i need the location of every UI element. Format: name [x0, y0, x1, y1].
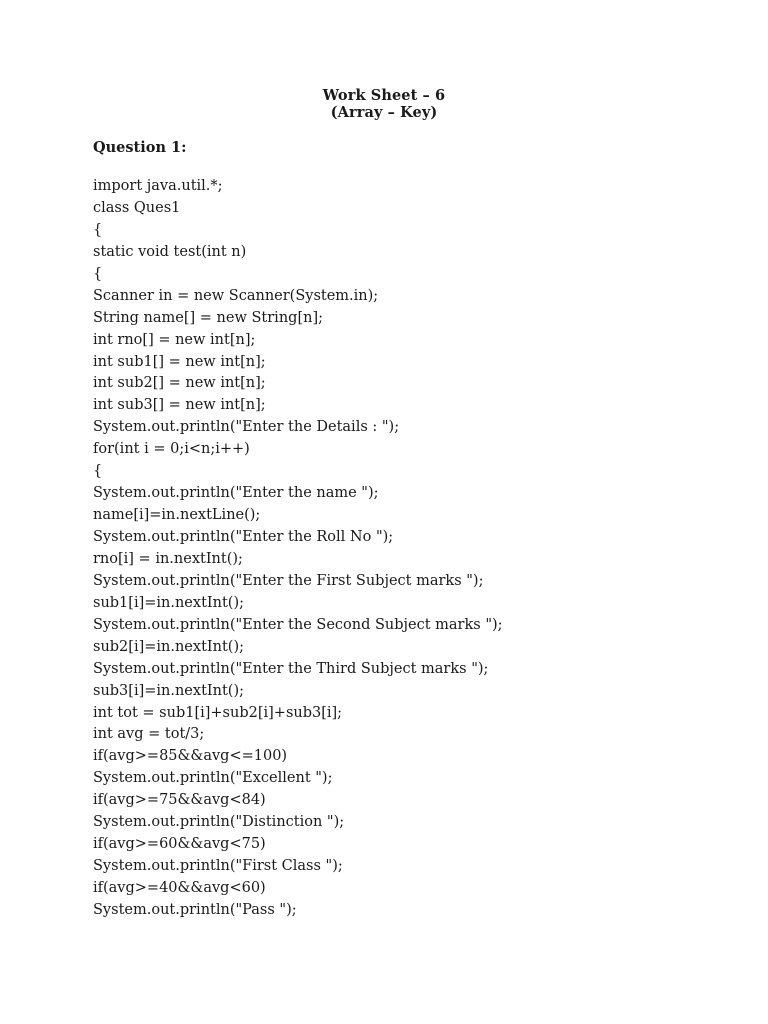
code-line: int avg = tot/3;	[93, 726, 205, 743]
code-line: if(avg>=40&&avg<60)	[93, 880, 266, 896]
code-line: System.out.println("First Class ");	[93, 858, 343, 875]
code-line: rno[i] = in.nextInt();	[93, 550, 243, 567]
question-heading: Question 1:	[93, 139, 187, 156]
code-line: System.out.println("Pass ");	[93, 901, 297, 918]
code-line: static void test(int n)	[93, 243, 247, 260]
code-line: int sub3[] = new int[n];	[93, 397, 266, 414]
code-listing	[93, 176, 503, 922]
code-line: {	[93, 265, 103, 282]
code-line: sub3[i]=in.nextInt();	[93, 682, 244, 699]
code-line: String name[] = new String[n];	[93, 309, 323, 326]
code-line: if(avg>=85&&avg<=100)	[93, 748, 288, 765]
code-line: Scanner in = new Scanner(System.in);	[93, 287, 379, 304]
code-line: System.out.println("Enter the Details : ");	[93, 419, 400, 436]
code-line: System.out.println("Enter the First Subject marks ");	[93, 572, 484, 589]
code-line: {	[93, 463, 103, 480]
worksheet-title: Work Sheet – 6	[322, 87, 446, 104]
worksheet-subtitle: (Array – Key)	[330, 104, 438, 121]
code-line: System.out.println("Enter the Roll No ");	[93, 529, 394, 545]
code-line: int rno[] = new int[n];	[93, 331, 256, 348]
code-line: int sub1[] = new int[n];	[93, 353, 266, 370]
code-line: import java.util.*;	[93, 178, 223, 194]
code-line: for(int i = 0;i<n;i++)	[93, 441, 250, 458]
code-line: int sub2[] = new int[n];	[93, 375, 266, 392]
code-line: System.out.println("Enter the Third Subject marks ");	[93, 660, 489, 677]
code-line: sub1[i]=in.nextInt();	[93, 594, 244, 611]
code-line: if(avg>=60&&avg<75)	[93, 836, 266, 853]
code-line: if(avg>=75&&avg<84)	[93, 792, 266, 809]
code-line: sub2[i]=in.nextInt();	[93, 638, 244, 655]
code-line: System.out.println("Enter the name ");	[93, 485, 379, 502]
code-line: class Ques1	[93, 199, 181, 216]
code-line: {	[93, 221, 103, 238]
code-line: System.out.println("Distinction ");	[93, 814, 345, 831]
code-line: System.out.println("Excellent ");	[93, 770, 333, 787]
code-line: name[i]=in.nextLine();	[93, 507, 261, 524]
code-line: System.out.println("Enter the Second Subject marks ");	[93, 616, 503, 633]
code-line: int tot = sub1[i]+sub2[i]+sub3[i];	[93, 704, 343, 721]
